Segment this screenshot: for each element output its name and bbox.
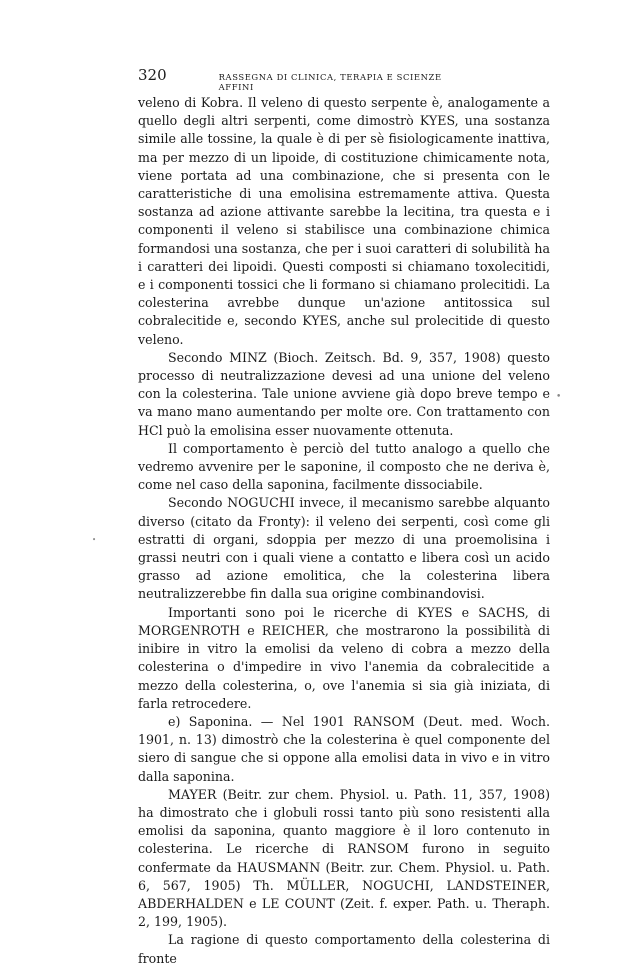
body-text (138, 94, 550, 968)
paragraph-3: Il comportamento è perciò del tutto analogo a quello che vedremo avvenire per le saponine, il composto che ne deriva è, come nel caso della saponina, facilmente dissociabile. (138, 440, 550, 493)
paragraph-8: La ragione di questo comportamento della colesterina di fronte (138, 932, 550, 966)
margin-speck: • (92, 536, 97, 544)
page-number: 320 (138, 66, 167, 84)
paragraph-1: veleno di Kobra. Il veleno di questo serpente è, analogamente a quello degli altri serpenti, come dimostrò KYES, una sostanza simile alle tossine, la quale è di per sè fisiologicamente inattiva, ma per mezzo di un lipoide, di costituzione chimicamente nota, viene portata ad una combinazione, che si presenta con le caratteristiche di una emolisina estremamente attiva. Questa sostanza ad azione attivante sarebbe la lecitina, tra questa e i componenti il veleno si stabilisce una combinazione chimica formandosi una sostanza, che per i suoi caratteri di solubilità ha i caratteri dei lipoidi. Questi composti si chiamano toxolecitidi, e i componenti tossici che li formano si chiamano prolecitidi. La colesterina avrebbe dunque un'azione antitossica sul cobralecitide e, secondo KYES, anche sul prolecitide di questo veleno. (138, 95, 550, 347)
paragraph-5: Importanti sono poi le ricerche di KYES e SACHS, di MORGENROTH e REICHER, che mostrarono la possibilità di inibire in vitro la emolisi da veleno di cobra a mezzo della colesterina o d'impedire in vivo l'anemia da cobralecitide a mezzo della colesterina, o, ove l'anemia si sia già iniziata, di farla retrocedere. (138, 604, 550, 711)
paragraph-2: Secondo MINZ (Bioch. Zeitsch. Bd. 9, 357, 1908) questo processo di neutralizzazione devesi ad una unione del veleno con la colesterina. Tale unione avviene già dopo breve tempo e va mano mano aumentando per molte ore. Con trattamento con HCl può la emolisina esser nuovamente ottenuta. (138, 349, 550, 438)
margin-speck: • (556, 392, 562, 402)
running-title: RASSEGNA DI CLINICA, TERAPIA E SCIENZE AFFINI (218, 72, 442, 92)
paragraph-4: Secondo NOGUCHI invece, il mecanismo sarebbe alquanto diverso (citato da Fronty): il veleno dei serpenti, così come gli estratti di organi, sdoppia per mezzo di una proemolisina i grassi neutri con i quali viene a contatto e libera così un acido grasso ad azione emolitica, che la colesterina libera neutralizzerebbe fin dalla sua origine combinandovisi. (138, 495, 550, 602)
paragraph-7: MAYER (Beitr. zur chem. Physiol. u. Path. 11, 357, 1908) ha dimostrato che i globuli rossi tanto più sono resistenti alla emolisi da saponina, quanto maggiore è il loro contenuto in colesterina. Le ricerche di RANSOM furono in seguito confermate da HAUSMANN (Beitr. zur. Chem. Physiol. u. Path. 6, 567, 1905) Th. MÜLLER, NOGUCHI, LANDSTEINER, ABDERHALDEN e LE COUNT (Zeit. f. exper. Path. u. Theraph. 2, 199, 1905). (138, 786, 550, 930)
page-header (138, 66, 478, 92)
paragraph-6: e) Saponina. — Nel 1901 RANSOM (Deut. med. Woch. 1901, n. 13) dimostrò che la colesterina è quel componente del siero di sangue che si oppone alla emolisi data in vivo e in vitro dalla saponina. (138, 713, 550, 784)
